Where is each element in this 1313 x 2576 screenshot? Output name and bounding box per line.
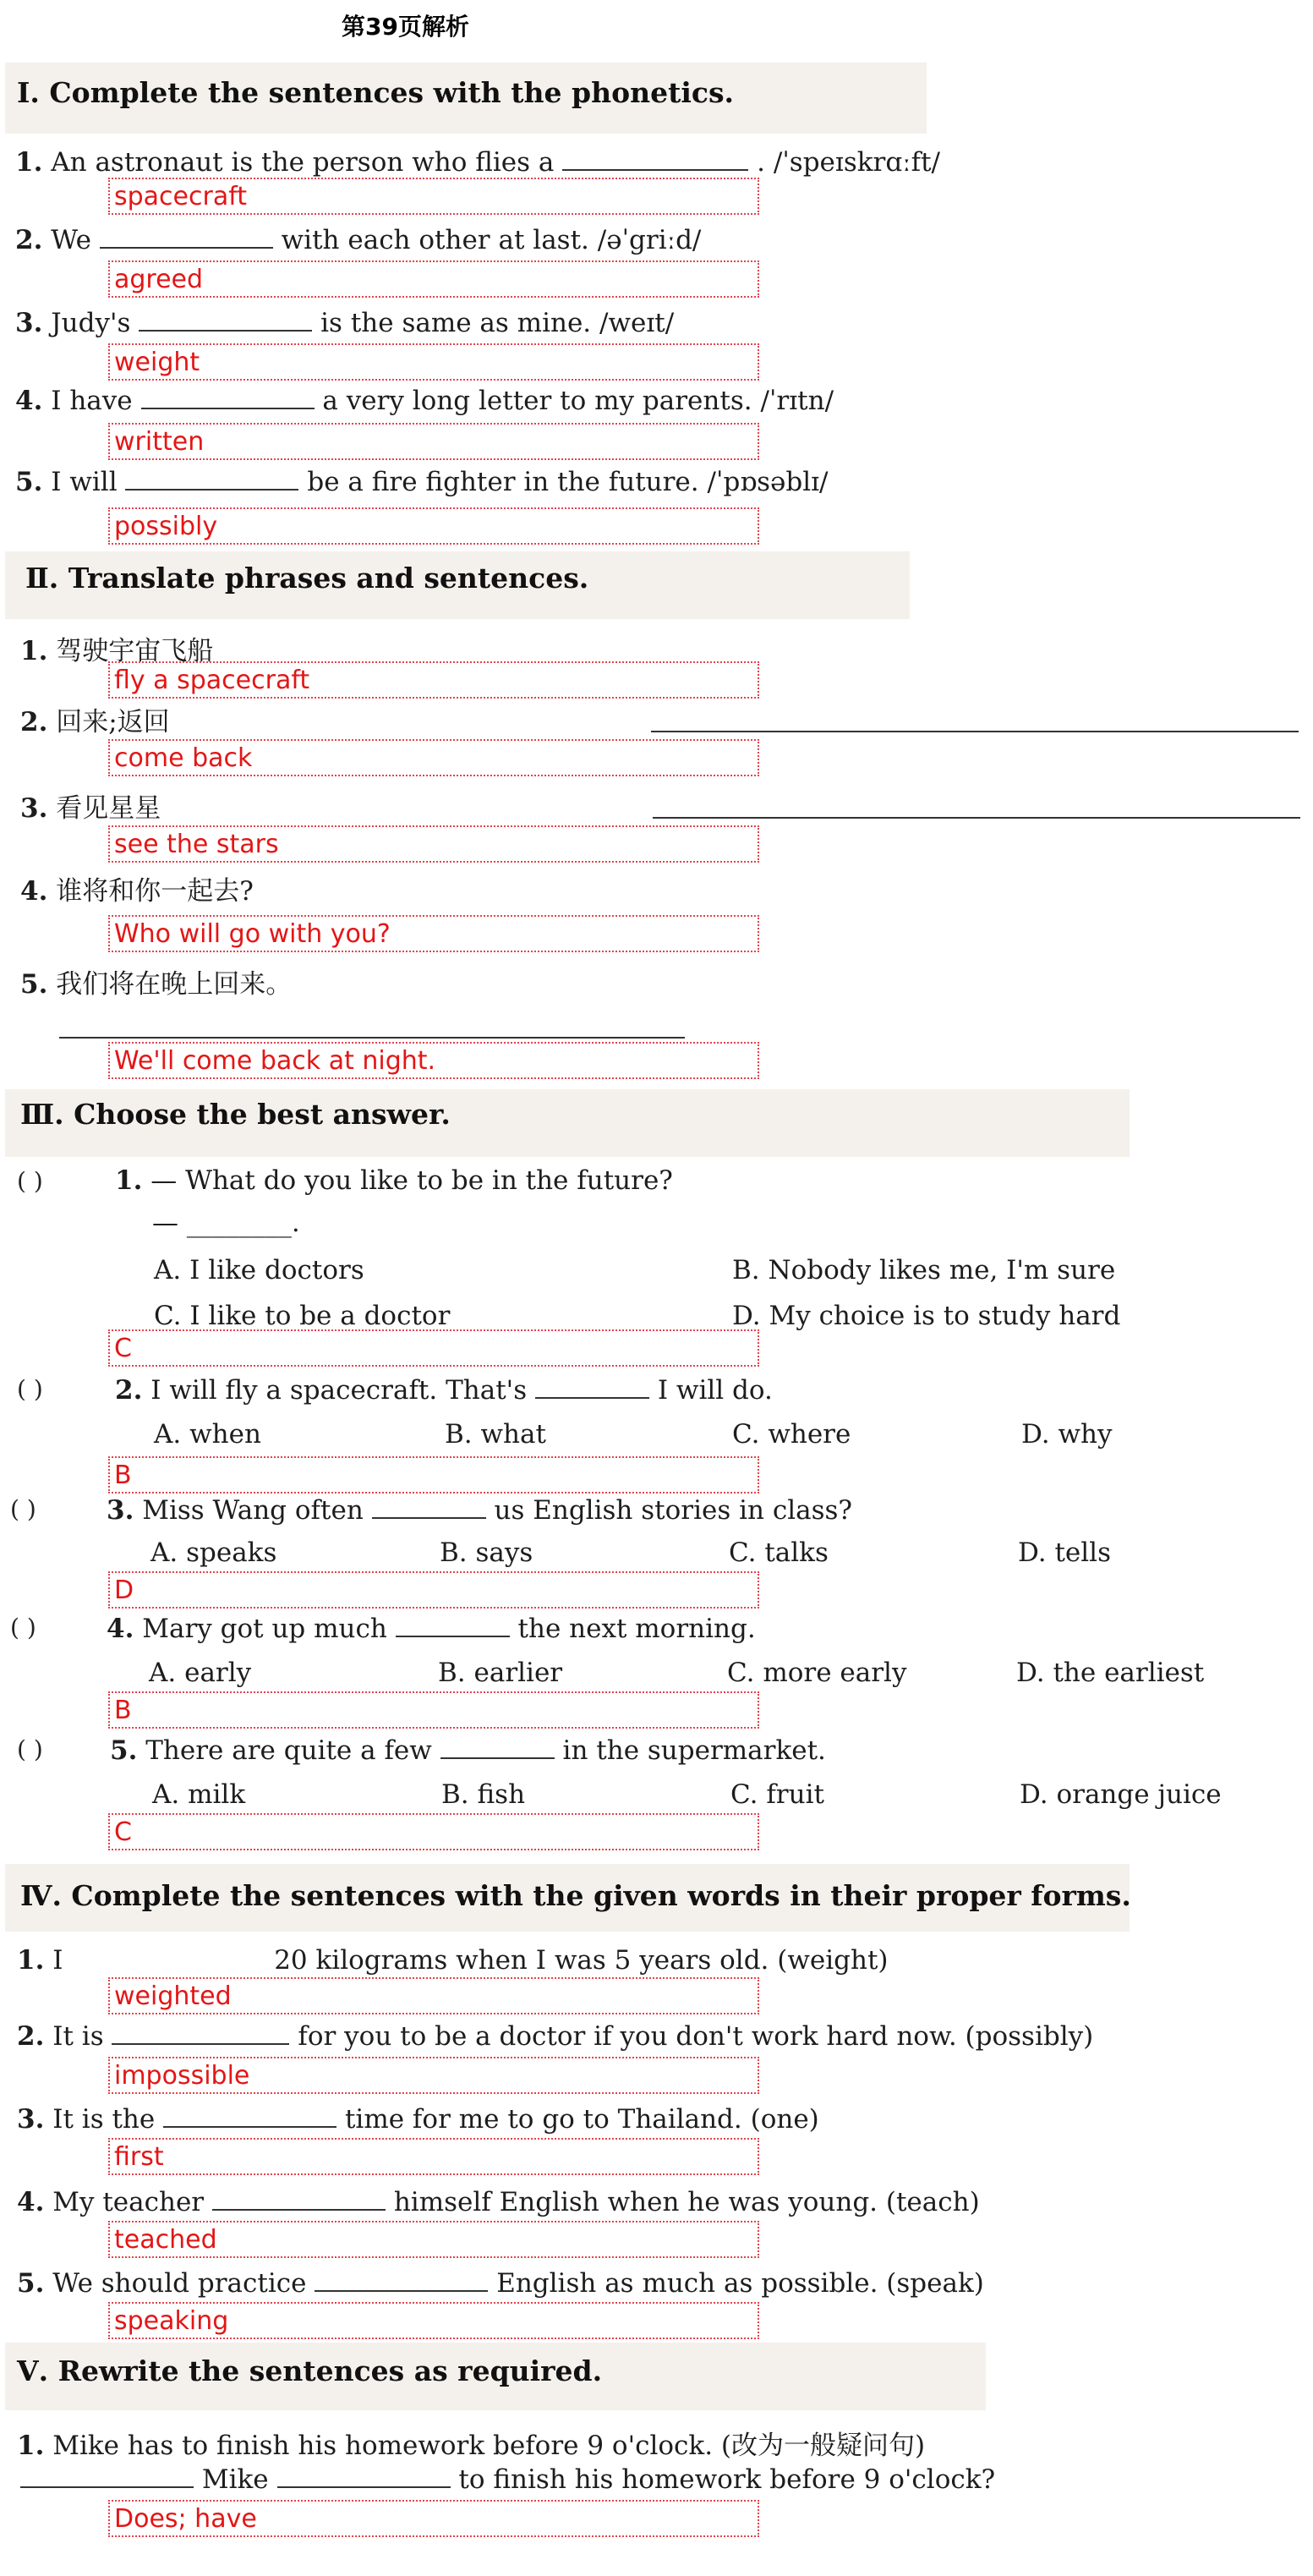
s1-q2 bbox=[15, 223, 701, 255]
q-text: My teacher bbox=[52, 2187, 205, 2217]
q-text: is the same as mine. /weɪt/ bbox=[320, 308, 675, 338]
q-text: Mike bbox=[201, 2464, 269, 2495]
s1-q1 bbox=[15, 145, 940, 178]
q-number: 5. bbox=[20, 969, 48, 1000]
blank bbox=[141, 384, 315, 409]
q-text: us English stories in class? bbox=[494, 1495, 853, 1526]
option-b: B. what bbox=[445, 1419, 546, 1450]
answer-line bbox=[653, 817, 1300, 819]
q-text: the next morning. bbox=[517, 1614, 756, 1644]
q-text: himself English when he was young. (teach) bbox=[393, 2187, 980, 2217]
q-text: I will do. bbox=[657, 1375, 773, 1406]
answer-line bbox=[59, 1037, 685, 1039]
s3-q2 bbox=[115, 1373, 773, 1406]
q-number: 2. bbox=[15, 225, 43, 255]
q-text: . /ˈspeɪskrɑːft/ bbox=[757, 147, 940, 178]
q-text: 我们将在晚上回来。 bbox=[56, 969, 293, 1000]
option-c: C. fruit bbox=[730, 1779, 824, 1810]
answer-box: Who will go with you? bbox=[108, 915, 759, 952]
answer-box: written bbox=[108, 423, 759, 460]
answer-box: come back bbox=[108, 739, 759, 776]
blank bbox=[20, 2463, 194, 2488]
answer-box: D bbox=[108, 1571, 759, 1609]
s3-q3 bbox=[107, 1494, 852, 1526]
q-text: a very long letter to my parents. /ˈrɪtn/ bbox=[322, 386, 834, 416]
option-c: C. more early bbox=[727, 1658, 907, 1688]
s3-q1-reply: — ________. bbox=[152, 1208, 300, 1238]
q-number: 5. bbox=[17, 2268, 45, 2299]
q-number: 1. bbox=[20, 636, 48, 666]
q-number: 2. bbox=[20, 707, 48, 737]
blank bbox=[396, 1612, 510, 1637]
q-text: to finish his homework before 9 o'clock? bbox=[458, 2464, 996, 2495]
s1-q4 bbox=[15, 384, 834, 416]
option-c: C. talks bbox=[729, 1537, 829, 1568]
s5-q1 bbox=[17, 2424, 925, 2462]
s2-q3 bbox=[20, 787, 161, 825]
q-text: Miss Wang often bbox=[142, 1495, 364, 1526]
option-b: B. fish bbox=[441, 1779, 526, 1810]
blank bbox=[562, 145, 748, 171]
q-text: 看见星星 bbox=[56, 793, 161, 824]
answer-box: weight bbox=[108, 343, 759, 381]
q-text: English as much as possible. (speak) bbox=[496, 2268, 984, 2299]
option-c: C. I like to be a doctor bbox=[154, 1301, 451, 1331]
blank bbox=[212, 2185, 386, 2211]
q-text: 20 kilograms when I was 5 years old. (weight) bbox=[274, 1945, 889, 1976]
q-text: in the supermarket. bbox=[562, 1735, 826, 1766]
q-text: with each other at last. /əˈgriːd/ bbox=[281, 225, 702, 255]
answer-box: B bbox=[108, 1456, 759, 1494]
answer-box: C bbox=[108, 1329, 759, 1367]
answer-box: impossible bbox=[108, 2057, 759, 2094]
blank bbox=[112, 2020, 289, 2045]
option-d: D. orange juice bbox=[1020, 1779, 1222, 1810]
q-number: 3. bbox=[20, 793, 48, 824]
answer-box: C bbox=[108, 1813, 759, 1850]
q-text: 谁将和你一起去? bbox=[56, 876, 254, 907]
q-text: It is the bbox=[52, 2104, 156, 2135]
q-number: 4. bbox=[107, 1614, 134, 1644]
q-number: 1. bbox=[17, 1945, 45, 1976]
option-d: D. the earliest bbox=[1016, 1658, 1205, 1688]
q-text: Mary got up much bbox=[142, 1614, 387, 1644]
s1-q3 bbox=[15, 306, 674, 338]
answer-box: first bbox=[108, 2138, 759, 2175]
section-1-title: Ⅰ. Complete the sentences with the phonetics. bbox=[17, 76, 735, 109]
blank bbox=[163, 2102, 336, 2128]
q-number: 5. bbox=[15, 467, 43, 497]
q-number: 1. bbox=[115, 1165, 143, 1196]
q-text: 回来;返回 bbox=[56, 707, 170, 737]
answer-box: spacecraft bbox=[108, 178, 759, 215]
option-a: A. early bbox=[149, 1658, 252, 1688]
q-text: 驾驶宇宙飞船 bbox=[56, 636, 214, 666]
answer-box: fly a spacecraft bbox=[108, 661, 759, 699]
q-number: 4. bbox=[20, 876, 48, 907]
blank bbox=[440, 1734, 555, 1759]
option-a: A. milk bbox=[152, 1779, 246, 1810]
q-text: We bbox=[51, 225, 91, 255]
option-a: A. speaks bbox=[150, 1537, 277, 1568]
q-text: I will bbox=[51, 467, 118, 497]
q-text: I will fly a spacecraft. That's bbox=[150, 1375, 528, 1406]
option-d: D. tells bbox=[1018, 1537, 1111, 1568]
q-text: time for me to go to Thailand. (one) bbox=[344, 2104, 819, 2135]
q-number: 4. bbox=[15, 386, 43, 416]
blank bbox=[277, 2463, 451, 2488]
s4-q3 bbox=[17, 2102, 819, 2135]
section-3-title: Ⅲ. Choose the best answer. bbox=[20, 1098, 451, 1131]
q-number: 2. bbox=[17, 2021, 45, 2052]
q-number: 2. bbox=[115, 1375, 143, 1406]
answer-box: teached bbox=[108, 2221, 759, 2258]
q-text: There are quite a few bbox=[145, 1735, 432, 1766]
answer-line bbox=[651, 731, 1299, 732]
answer-box: We'll come back at night. bbox=[108, 1042, 759, 1079]
q-number: 1. bbox=[15, 147, 43, 178]
s2-q2 bbox=[20, 700, 170, 738]
blank bbox=[535, 1373, 649, 1399]
page-title: 第39页解析 bbox=[342, 13, 469, 41]
q-number: 3. bbox=[107, 1495, 134, 1526]
s3-q1 bbox=[115, 1165, 673, 1196]
answer-box: Does; have bbox=[108, 2500, 759, 2537]
answer-paren: ( ) bbox=[17, 1375, 43, 1403]
q-text: It is bbox=[52, 2021, 104, 2052]
answer-paren: ( ) bbox=[10, 1495, 36, 1523]
blank bbox=[315, 2266, 488, 2292]
s2-q4 bbox=[20, 869, 254, 907]
section-4-title: Ⅳ. Complete the sentences with the given words in their proper forms. bbox=[20, 1879, 1131, 1912]
s4-q1 bbox=[17, 1945, 889, 1976]
s4-q4 bbox=[17, 2185, 980, 2217]
q-number: 1. bbox=[17, 2431, 45, 2461]
q-text: be a fire fighter in the future. /ˈpɒsəblɪ/ bbox=[307, 467, 829, 497]
option-b: B. Nobody likes me, I'm sure bbox=[732, 1255, 1116, 1285]
section-5-title: Ⅴ. Rewrite the sentences as required. bbox=[17, 2354, 603, 2387]
answer-paren: ( ) bbox=[17, 1167, 43, 1195]
answer-box: speaking bbox=[108, 2302, 759, 2339]
answer-box: weighted bbox=[108, 1977, 759, 2014]
q-number: 3. bbox=[15, 308, 43, 338]
q-text: I have bbox=[51, 386, 133, 416]
answer-paren: ( ) bbox=[10, 1614, 36, 1642]
option-b: B. says bbox=[440, 1537, 533, 1568]
q-text: Mike has to finish his homework before 9 o'clock. (改为一般疑问句) bbox=[52, 2431, 926, 2461]
q-text: Judy's bbox=[51, 308, 131, 338]
s1-q5 bbox=[15, 465, 829, 497]
s4-q5 bbox=[17, 2266, 984, 2299]
q-text: We should practice bbox=[52, 2268, 307, 2299]
option-a: A. I like doctors bbox=[154, 1255, 364, 1285]
section-2-title: Ⅱ. Translate phrases and sentences. bbox=[25, 562, 589, 595]
s4-q2 bbox=[17, 2020, 1093, 2052]
option-c: C. where bbox=[732, 1419, 851, 1450]
blank bbox=[139, 306, 312, 332]
option-b: B. earlier bbox=[438, 1658, 563, 1688]
q-text: for you to be a doctor if you don't work hard now. (possibly) bbox=[298, 2021, 1094, 2052]
blank bbox=[100, 223, 273, 249]
blank bbox=[372, 1494, 486, 1519]
q-number: 3. bbox=[17, 2104, 45, 2135]
s2-q5 bbox=[20, 962, 292, 1000]
option-a: A. when bbox=[154, 1419, 261, 1450]
answer-box: possibly bbox=[108, 507, 759, 545]
q-text: — What do you like to be in the future? bbox=[150, 1165, 673, 1196]
s5-q1-rewrite bbox=[20, 2463, 995, 2495]
answer-box: see the stars bbox=[108, 825, 759, 863]
answer-box: B bbox=[108, 1691, 759, 1729]
q-text: An astronaut is the person who flies a bbox=[51, 147, 555, 178]
option-d: D. why bbox=[1021, 1419, 1113, 1450]
q-number: 4. bbox=[17, 2187, 45, 2217]
s3-q5 bbox=[110, 1734, 826, 1766]
s3-q4 bbox=[107, 1612, 756, 1644]
answer-box: agreed bbox=[108, 260, 759, 298]
answer-paren: ( ) bbox=[17, 1735, 43, 1763]
q-number: 5. bbox=[110, 1735, 138, 1766]
q-text: I bbox=[52, 1945, 63, 1976]
option-d: D. My choice is to study hard bbox=[732, 1301, 1121, 1331]
blank bbox=[125, 465, 298, 491]
